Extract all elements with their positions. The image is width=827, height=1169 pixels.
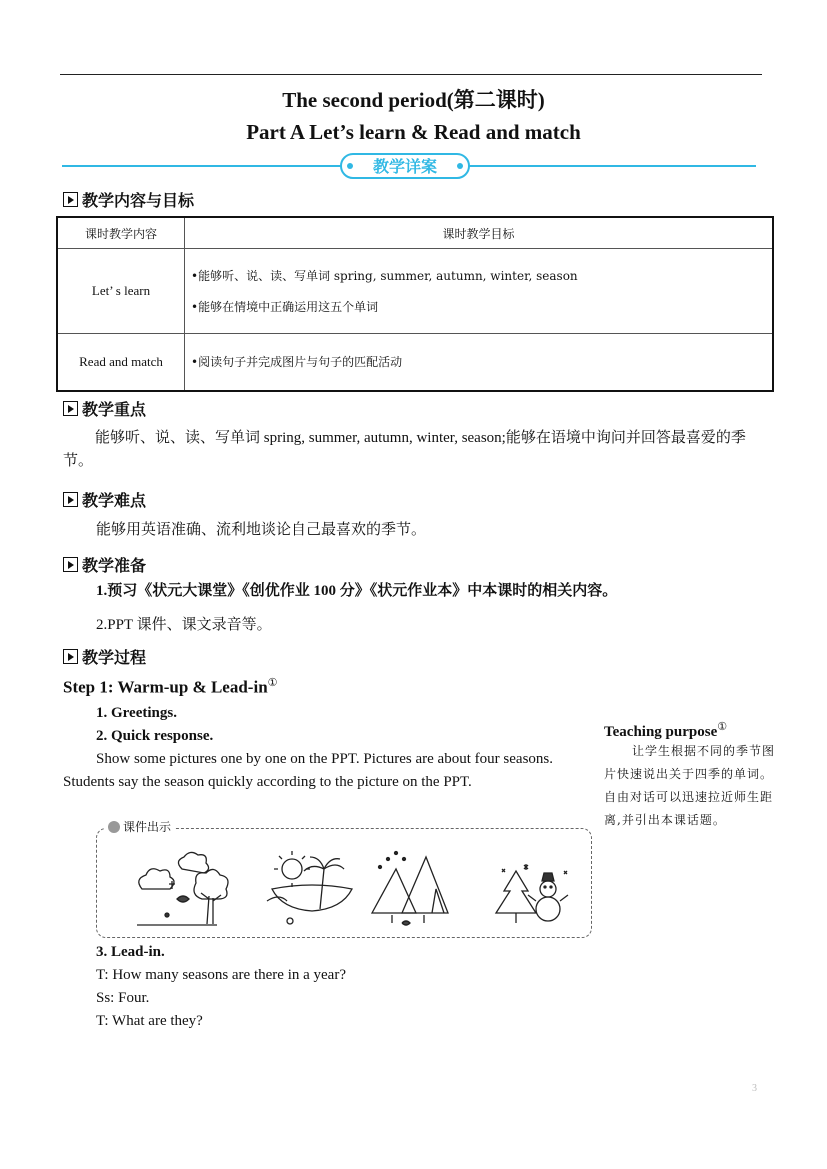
section-heading-content-goals: 教学内容与目标: [63, 188, 194, 211]
quick-response-text: Show some pictures one by one on the PPT. Pictures are about four seasons. Students say the season quickly according to the picture on the PPT.: [63, 751, 553, 790]
goal-item: •阅读句子并完成图片与句子的匹配活动: [191, 355, 403, 370]
sidebar-text: 让学生根据不同的季节图片快速说出关于四季的单词。自由对话可以迅速拉近师生距离,并引出本课话题。: [604, 744, 776, 827]
autumn-picture-icon: [372, 852, 448, 926]
ppt-illustration-box: [96, 828, 592, 938]
difficulties-text: 能够用英语准确、流利地谈论自己最喜欢的季节。: [96, 522, 427, 538]
top-rule: [60, 74, 762, 75]
step-item-lead-in: 3. Lead-in.: [96, 944, 165, 960]
table-header-content: 课时教学内容: [57, 217, 185, 249]
section-heading-difficulties: 教学难点: [63, 488, 146, 511]
play-triangle-icon: [63, 192, 78, 207]
spring-picture-icon: [137, 852, 228, 925]
table-cell-content: Read and match: [57, 334, 185, 391]
page-number: 3: [752, 1083, 757, 1094]
preparation-item: 2.PPT 课件、课文录音等。: [96, 617, 272, 633]
table-cell-content: Let’ s learn: [57, 249, 185, 334]
play-triangle-icon: [63, 401, 78, 416]
footnote-mark: ①: [267, 677, 278, 689]
step-item-quick-response: 2. Quick response.: [96, 728, 214, 744]
page-title: The second period(第二课时): [282, 88, 545, 112]
table-row: [57, 334, 773, 391]
table-row: [57, 249, 773, 334]
section-heading-process: 教学过程: [63, 645, 146, 668]
table-header-goals: 课时教学目标: [185, 217, 774, 249]
season-pictures: [97, 829, 593, 939]
section-heading-preparation: 教学准备: [63, 553, 146, 576]
key-points-text: 能够听、说、读、写单词 spring, summer, autumn, winter, season;能够在语境中询问并回答最喜爱的季节。: [63, 430, 746, 469]
footnote-mark: ①: [717, 721, 728, 733]
page-subtitle: Part A Let’s learn & Read and match: [246, 120, 581, 144]
section-heading-key-points: 教学重点: [63, 397, 146, 420]
goal-table: [56, 216, 774, 392]
table-cell-goals: [185, 249, 774, 334]
courseware-icon: [108, 821, 120, 833]
dialogue-line: T: How many seasons are there in a year?: [96, 967, 346, 983]
winter-picture-icon: [496, 864, 568, 923]
dialogue-line: T: What are they?: [96, 1013, 203, 1029]
banner-text: 教学详案: [372, 157, 438, 176]
ppt-label: 课件出示: [104, 818, 175, 835]
summer-picture-icon: [267, 851, 352, 924]
play-triangle-icon: [63, 492, 78, 507]
step-item-greetings: 1. Greetings.: [96, 705, 177, 721]
table-header-row: [57, 217, 773, 249]
banner-badge: [340, 153, 470, 179]
table-cell-goals: [185, 334, 774, 391]
play-triangle-icon: [63, 649, 78, 664]
dialogue-line: Ss: Four.: [96, 990, 150, 1006]
play-triangle-icon: [63, 557, 78, 572]
sidebar-title: Teaching purpose①: [604, 721, 728, 740]
goal-item: •能够在情境中正确运用这五个单词: [191, 300, 379, 314]
goal-item: •能够听、说、读、写单词 spring, summer, autumn, winter, season: [191, 269, 578, 283]
step-title: Step 1: Warm-up & Lead-in①: [63, 677, 278, 697]
preparation-item: 1.预习《状元大课堂》《创优作业 100 分》《状元作业本》中本课时的相关内容。: [96, 583, 618, 599]
